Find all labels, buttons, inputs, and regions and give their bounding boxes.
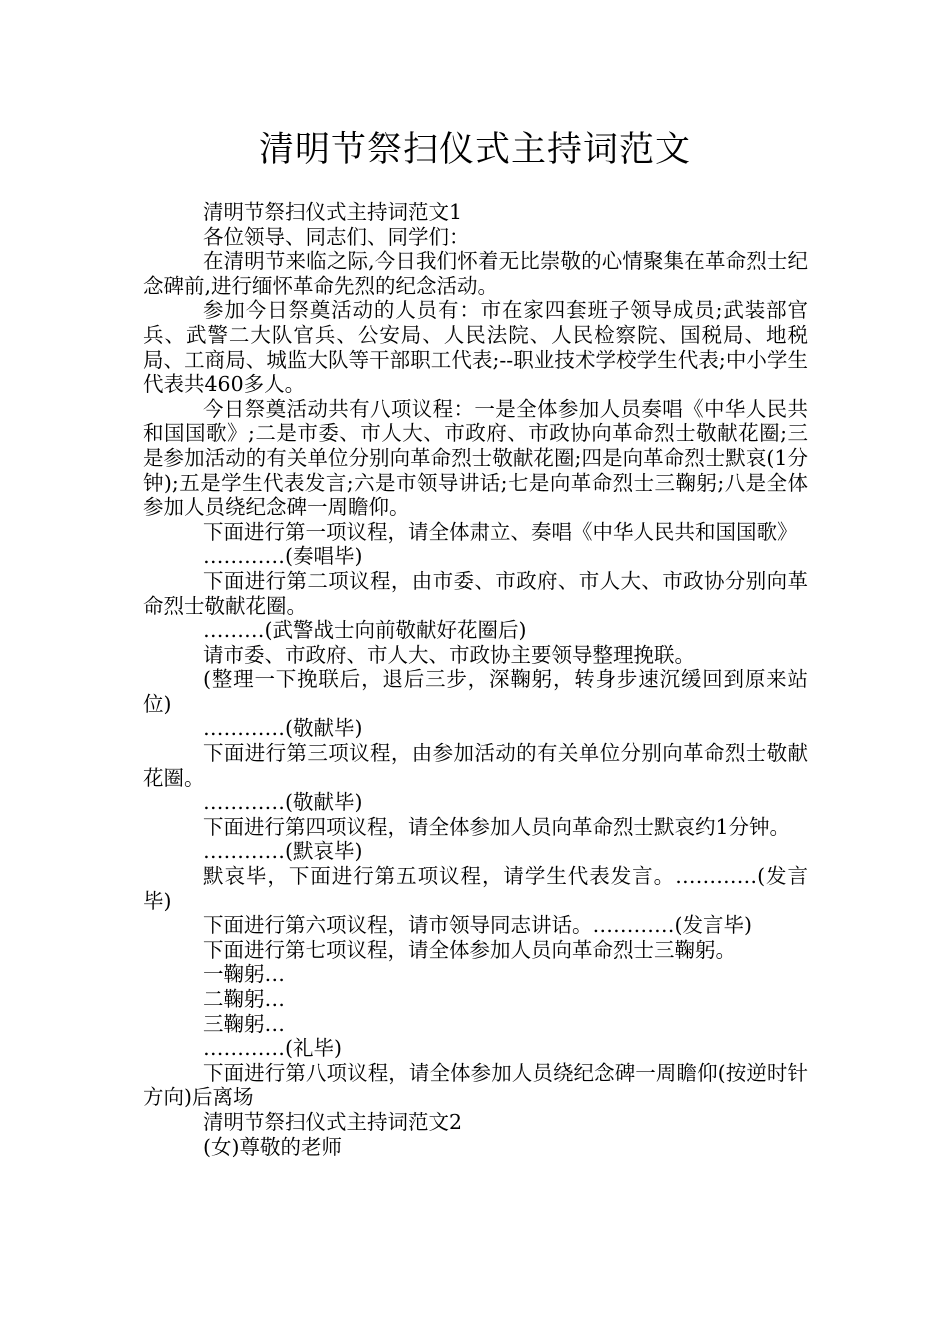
paragraph: 三鞠躬… [203, 1011, 285, 1036]
paragraph: 下面进行第六项议程，请市领导同志讲话。…………(发言毕) [203, 913, 752, 938]
paragraph: 一鞠躬… [203, 962, 285, 987]
paragraph: 各位领导、同志们、同学们： [203, 224, 470, 249]
paragraph: 默哀毕，下面进行第五项议程，请学生代表发言。…………(发言毕) [143, 864, 808, 913]
document-title: 清明节祭扫仪式主持词范文 [258, 130, 691, 170]
paragraph: …………(奏唱毕) [203, 544, 363, 569]
paragraph: 下面进行第七项议程，请全体参加人员向革命烈士三鞠躬。 [203, 937, 736, 962]
paragraph: 下面进行第八项议程，请全体参加人员绕纪念碑一周瞻仰(按逆时针方向)后离场 [143, 1060, 808, 1110]
paragraph: …………(默哀毕) [203, 839, 363, 864]
paragraph: 二鞠躬… [203, 987, 285, 1011]
paragraph: 请市委、市政府、市人大、市政协主要领导整理挽联。 [203, 642, 695, 667]
document-body [143, 200, 808, 1159]
paragraph: 参加今日祭奠活动的人员有：市在家四套班子领导成员;武装部官兵、武警二大队官兵、公安局、人民法院、人民检察院、国税局、地税局、工商局、城监大队等干部职工代表;--职业技术学校学生代表;中小学生代表共460多人。 [143, 298, 808, 397]
paragraph: 下面进行第三项议程，由参加活动的有关单位分别向革命烈士敬献花圈。 [143, 741, 808, 790]
paragraph: ………(武警战士向前敬献好花圈后) [203, 618, 527, 643]
paragraph: …………(敬献毕) [203, 790, 363, 815]
paragraph: 清明节祭扫仪式主持词范文1 [203, 200, 463, 224]
paragraph: 在清明节来临之际,今日我们怀着无比崇敬的心情聚集在革命烈士纪念碑前,进行缅怀革命先烈的纪念活动。 [143, 249, 808, 298]
paragraph: (整理一下挽联后，退后三步，深鞠躬，转身步速沉缓回到原来站位) [143, 667, 808, 716]
paragraph: 下面进行第四项议程，请全体参加人员向革命烈士默哀约1分钟。 [203, 814, 791, 839]
paragraph: (女)尊敬的老师 [203, 1134, 342, 1159]
paragraph: 今日祭奠活动共有八项议程：一是全体参加人员奏唱《中华人民共和国国歌》;二是市委、市人大、市政府、市政协向革命烈士敬献花圈;三是参加活动的有关单位分别向革命烈士敬献花圈;四是向革命烈士默哀(1分钟);五是学生代表发言;六是市领导讲话;七是向革命烈士三鞠躬;八是全体参加人员绕纪念碑一周瞻仰。 [143, 396, 808, 520]
paragraph: …………(敬献毕) [203, 716, 363, 741]
paragraph: 下面进行第二项议程，由市委、市政府、市人大、市政协分别向革命烈士敬献花圈。 [143, 568, 808, 618]
paragraph: …………(礼毕) [203, 1036, 342, 1061]
paragraph: 清明节祭扫仪式主持词范文2 [203, 1109, 463, 1134]
paragraph: 下面进行第一项议程，请全体肃立、奏唱《中华人民共和国国歌》 [203, 519, 798, 544]
